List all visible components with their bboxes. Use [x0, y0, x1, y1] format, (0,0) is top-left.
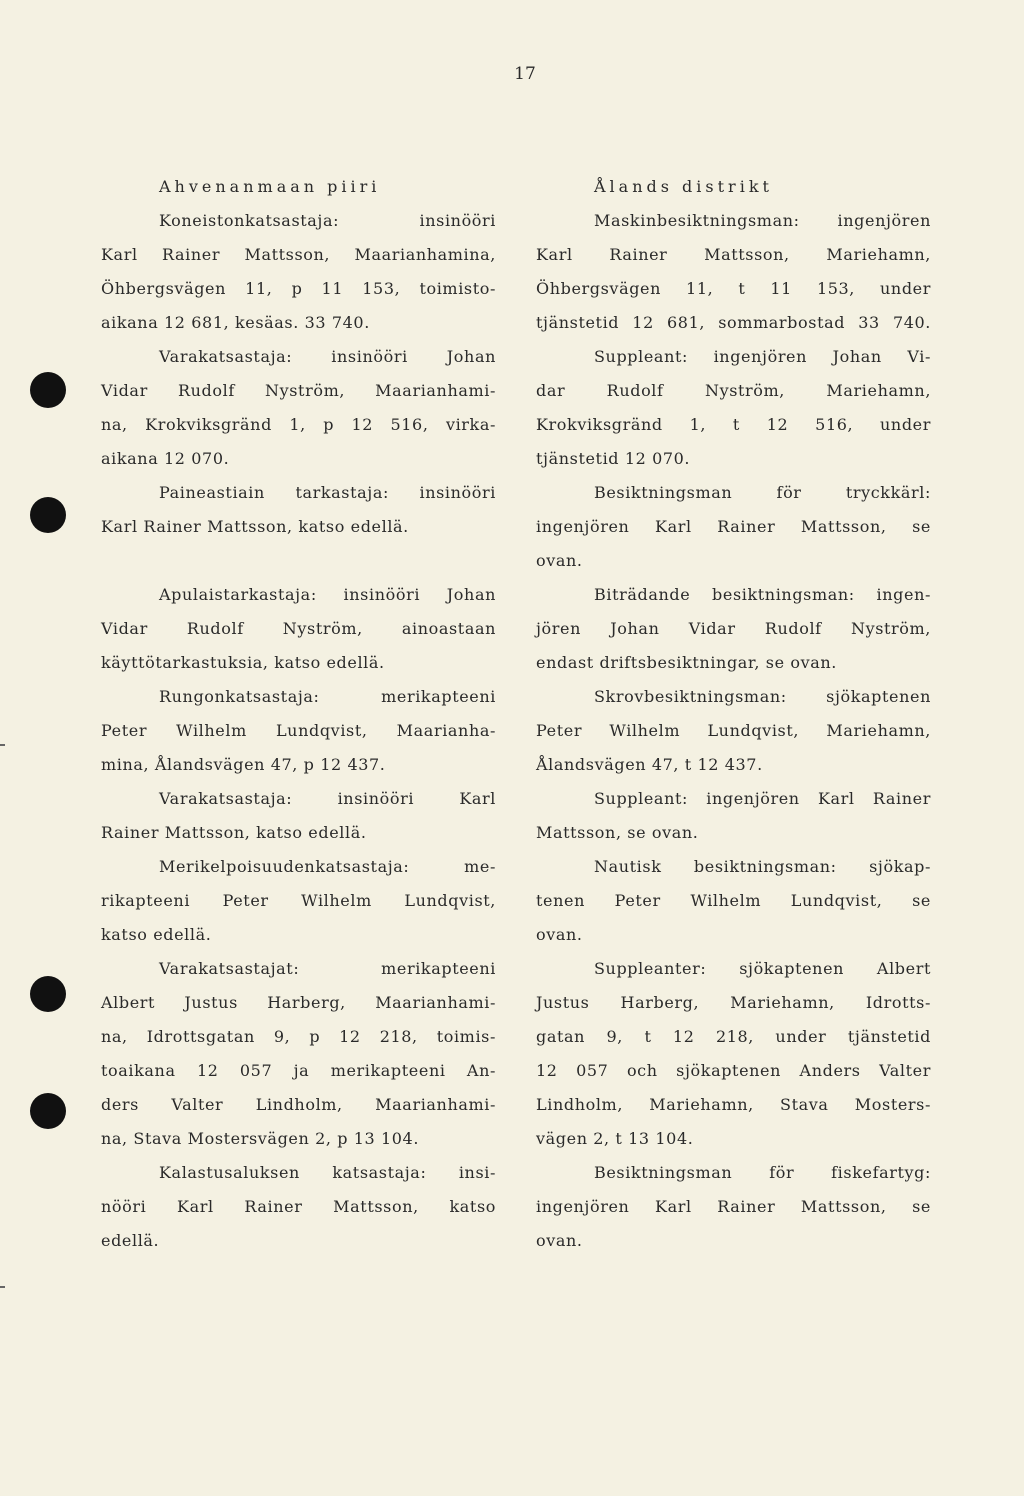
finnish-text-line: edellä. — [101, 1231, 160, 1250]
swedish-text-line: Skrovbesiktningsman: sjökaptenen — [594, 687, 931, 706]
swedish-text-line: Krokviksgränd 1, t 12 516, under — [536, 415, 931, 434]
finnish-text-line: nööri Karl Rainer Mattsson, katso — [101, 1197, 496, 1216]
punch-hole — [30, 976, 66, 1012]
finnish-text-line — [101, 550, 496, 584]
swedish-text-line: ovan. — [536, 1231, 583, 1250]
finnish-text-line: Koneistonkatsastaja: insinööri — [159, 211, 496, 230]
swedish-text-heading: Ålands distrikt — [594, 177, 773, 196]
swedish-text-line: 12 057 och sjökaptenen Anders Valter — [536, 1061, 931, 1080]
swedish-text-line: gatan 9, t 12 218, under tjänstetid — [536, 1027, 931, 1046]
finnish-text-line: Karl Rainer Mattsson, Maarianhamina, — [101, 245, 496, 264]
swedish-text-line: Justus Harberg, Mariehamn, Idrotts- — [536, 993, 931, 1012]
margin-mark — [0, 1286, 5, 1288]
swedish-text-line: Suppleant: ingenjören Johan Vi- — [594, 347, 931, 366]
finnish-text-line: Apulaistarkastaja: insinööri Johan — [159, 585, 496, 604]
swedish-text-line: endast driftsbesiktningar, se ovan. — [536, 653, 837, 672]
swedish-text-line: jören Johan Vidar Rudolf Nyström, — [536, 619, 931, 638]
swedish-text-line: Maskinbesiktningsman: ingenjören — [594, 211, 931, 230]
finnish-text-line: Rainer Mattsson, katso edellä. — [101, 823, 367, 842]
finnish-text-line: Varakatsastajat: merikapteeni — [159, 959, 496, 978]
finnish-text-line: Vidar Rudolf Nyström, Maarianhami- — [101, 381, 496, 400]
finnish-text-line: Kalastusaluksen katsastaja: insi- — [159, 1163, 496, 1182]
finnish-text-line: na, Krokviksgränd 1, p 12 516, virka- — [101, 415, 496, 434]
finnish-text-line: Rungonkatsastaja: merikapteeni — [159, 687, 496, 706]
swedish-text-line: tjänstetid 12 070. — [536, 449, 691, 468]
swedish-text-line: dar Rudolf Nyström, Mariehamn, — [536, 381, 931, 400]
swedish-text-line: Besiktningsman för fiskefartyg: — [594, 1163, 931, 1182]
margin-mark — [0, 744, 5, 746]
finnish-text-line: katso edellä. — [101, 925, 212, 944]
finnish-text-line: Merikelpoisuudenkatsastaja: me- — [159, 857, 496, 876]
finnish-text-line: käyttötarkastuksia, katso edellä. — [101, 653, 385, 672]
swedish-text-line: Öhbergsvägen 11, t 11 153, under — [536, 279, 931, 298]
swedish-text-line: Lindholm, Mariehamn, Stava Mosters- — [536, 1095, 931, 1114]
swedish-text-line: Karl Rainer Mattsson, Mariehamn, — [536, 245, 931, 264]
swedish-text-line: tjänstetid 12 681, sommarbostad 33 740. — [536, 313, 931, 332]
finnish-text-line: Albert Justus Harberg, Maarianhami- — [101, 993, 496, 1012]
finnish-text-line: aikana 12 070. — [101, 449, 230, 468]
finnish-text-line: ders Valter Lindholm, Maarianhami- — [101, 1095, 496, 1114]
swedish-text-line: ovan. — [536, 925, 583, 944]
finnish-text-line: Vidar Rudolf Nyström, ainoastaan — [101, 619, 496, 638]
finnish-text-line: Karl Rainer Mattsson, katso edellä. — [101, 517, 409, 536]
finnish-text-heading: Ahvenanmaan piiri — [159, 177, 381, 196]
punch-hole — [30, 1093, 66, 1129]
finnish-text-line: Varakatsastaja: insinööri Johan — [159, 347, 496, 366]
finnish-text-line: Peter Wilhelm Lundqvist, Maarianha- — [101, 721, 496, 740]
swedish-text-line: ovan. — [536, 551, 583, 570]
finnish-text-line: Varakatsastaja: insinööri Karl — [159, 789, 496, 808]
swedish-text-line: Mattsson, se ovan. — [536, 823, 699, 842]
finnish-text-line: Öhbergsvägen 11, p 11 153, toimisto- — [101, 279, 496, 298]
swedish-text-line: Peter Wilhelm Lundqvist, Mariehamn, — [536, 721, 931, 740]
finnish-column — [101, 176, 496, 1264]
swedish-text-line: Suppleant: ingenjören Karl Rainer — [594, 789, 931, 808]
finnish-text-line: rikapteeni Peter Wilhelm Lundqvist, — [101, 891, 496, 910]
swedish-column — [536, 176, 931, 1264]
punch-hole — [30, 372, 66, 408]
swedish-text-line: ingenjören Karl Rainer Mattsson, se — [536, 1197, 931, 1216]
swedish-text-line: tenen Peter Wilhelm Lundqvist, se — [536, 891, 931, 910]
finnish-text-line: aikana 12 681, kesäas. 33 740. — [101, 313, 370, 332]
swedish-text-line: ingenjören Karl Rainer Mattsson, se — [536, 517, 931, 536]
swedish-text-line: Nautisk besiktningsman: sjökap- — [594, 857, 931, 876]
finnish-text-line: na, Idrottsgatan 9, p 12 218, toimis- — [101, 1027, 496, 1046]
swedish-text-line: Suppleanter: sjökaptenen Albert — [594, 959, 931, 978]
finnish-text-line: Paineastiain tarkastaja: insinööri — [159, 483, 496, 502]
punch-hole — [30, 497, 66, 533]
swedish-text-line: vägen 2, t 13 104. — [536, 1129, 694, 1148]
swedish-text-line: Besiktningsman för tryckkärl: — [594, 483, 931, 502]
finnish-text-line: mina, Ålandsvägen 47, p 12 437. — [101, 755, 386, 774]
finnish-text-line: na, Stava Mostersvägen 2, p 13 104. — [101, 1129, 420, 1148]
finnish-text-line: toaikana 12 057 ja merikapteeni An- — [101, 1061, 496, 1080]
swedish-text-line: Ålandsvägen 47, t 12 437. — [536, 755, 763, 774]
page-number: 17 — [514, 64, 536, 84]
swedish-text-line: Biträdande besiktningsman: ingen- — [594, 585, 931, 604]
